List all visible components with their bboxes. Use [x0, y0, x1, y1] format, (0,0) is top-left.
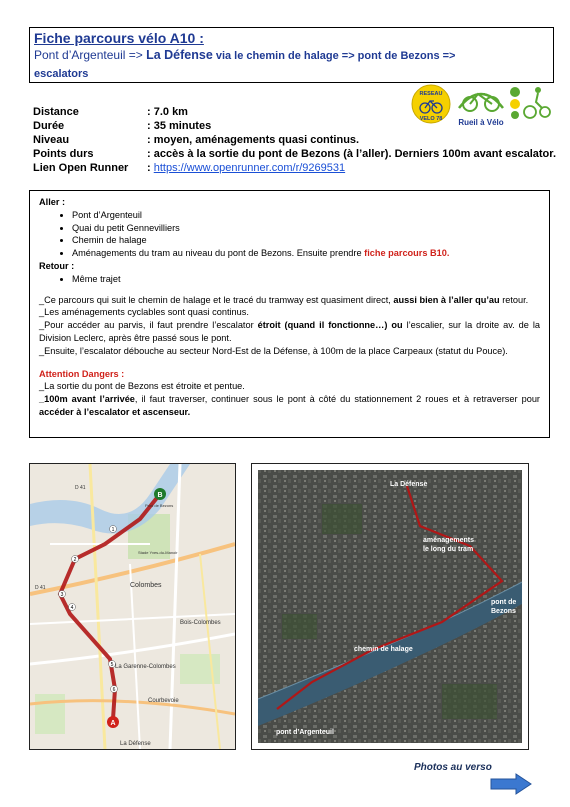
next-page-arrow-icon[interactable] [490, 773, 532, 800]
photo-label: chemin de halage [354, 646, 413, 653]
route-start: Pont d’Argenteuil => [34, 48, 147, 62]
retour-heading: Retour : [39, 260, 75, 271]
route-end: escalators [34, 68, 89, 80]
map-label: D 41 [75, 485, 86, 491]
start-marker-label: B [157, 492, 163, 499]
danger-heading: Attention Dangers : [39, 368, 125, 379]
map-label: Courbevoie [148, 698, 179, 704]
retour-list [39, 273, 540, 286]
list-item: • Chemin de halage [72, 234, 540, 247]
waypoint-label: 6 [112, 687, 116, 693]
paragraph-amenagements: _Les aménagements cyclables sont quasi continus. [39, 307, 249, 318]
route-via: via le chemin de halage => pont de Bezons => [212, 50, 456, 62]
danger-2: _100m avant l’arrivée, il faut traverser, continuer sous le pont à côté du stationnement 2 roues et à retraverser pour accéder à l’escalator et ascenseur. [39, 394, 540, 417]
waypoint-label: 4 [70, 605, 74, 611]
title-box [29, 27, 554, 83]
route-destination: La Défense [146, 48, 213, 62]
rueil-a-velo-logo [455, 84, 507, 127]
route-map [29, 463, 236, 750]
danger-1: _La sortie du pont de Bezons est étroite et pentue. [39, 381, 245, 392]
itinerary-details [29, 190, 550, 438]
route-subtitle [34, 47, 549, 83]
map-label: Colombes [130, 582, 162, 589]
end-marker-label: A [110, 720, 116, 727]
reseau-velo-logo [411, 84, 451, 129]
photo-label: La Défense [390, 481, 428, 488]
map-label: La Garenne-Colombes [115, 664, 176, 670]
open-runner-link[interactable]: https://www.openrunner.com/r/9269531 [153, 162, 346, 174]
reseau-text: RESEAU [419, 91, 443, 97]
list-item: • Aménagements du tram au niveau du pont de Bezons. Ensuite prendre fiche parcours B10. [72, 247, 540, 260]
photo-label: pont de [491, 599, 517, 606]
list-item: • Même trajet [72, 273, 540, 286]
aerial-photo [251, 463, 529, 750]
rueil-text: Rueil à Vélo [458, 118, 504, 127]
paragraph-direct: _Ce parcours qui suit le chemin de halage et le tracé du tramway est quasiment direct, aussi bien à l’aller qu’au retour. [39, 294, 529, 305]
list-item: • Pont d’Argenteuil [72, 209, 540, 222]
photo-label: pont d’Argenteuil [276, 729, 334, 736]
waypoint-label: 1 [111, 527, 115, 533]
page-title: Fiche parcours vélo A10 : [34, 30, 204, 46]
map-label: Stade Yves-du-Manoir [138, 550, 178, 555]
aller-list [39, 209, 540, 260]
photos-verso-note: Photos au verso [414, 762, 492, 773]
waypoint-label: 5 [110, 662, 114, 668]
photo-label: le long du tram [423, 546, 474, 553]
paragraph-escalator: _Ensuite, l’escalator débouche au secteur Nord-Est de la Défense, à 100m de la place Carpeaux (statut du Pouce). [39, 345, 508, 356]
map-label: Bois-Colombes [180, 620, 221, 626]
waypoint-label: 3 [60, 592, 64, 598]
aller-heading: Aller : [39, 197, 66, 207]
map-label: Pont de Bezons [145, 503, 174, 508]
list-item: • Quai du petit Gennevilliers [72, 222, 540, 235]
map-label: D 41 [35, 585, 46, 591]
photo-label: aménagements [423, 537, 474, 544]
map-label: La Défense [120, 741, 151, 747]
mdb-logo [507, 84, 551, 125]
paragraph-parvis: _Pour accéder au parvis, il faut prendre l’escalator étroit (quand il fonctionne…) ou l’escalier, sur la droite av. de la Division Leclerc, après être passé sous le pont. [39, 320, 540, 343]
velo-78-text: VELO 78 [419, 116, 443, 122]
waypoint-label: 2 [73, 557, 77, 563]
fiche-b10-link[interactable]: fiche parcours B10. [364, 248, 450, 259]
photo-label: Bezons [491, 608, 516, 615]
